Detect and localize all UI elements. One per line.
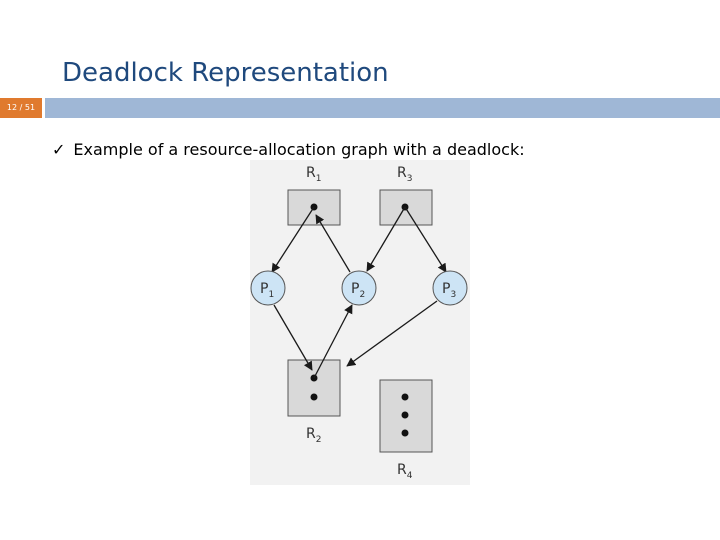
resource-allocation-graph [250,160,470,485]
graph-svg [250,160,470,485]
resource-label-R4: $R_4$ [397,462,413,481]
diagram-background [250,160,470,485]
process-P1 [251,271,285,305]
resource-instance-dot [311,394,318,401]
process-label-P3: $P_3$ [442,281,457,300]
checkmark-icon: ✓ [52,140,66,159]
process-P2 [342,271,376,305]
process-label-P2: $P_2$ [351,281,366,300]
resource-label-R2: $R_2$ [306,426,322,445]
resource-label-R3: $R_3$ [397,165,413,184]
resource-label-R1: $R_1$ [306,165,322,184]
process-label-P1: $P_1$ [260,281,275,300]
header-bar [45,98,720,118]
bullet-item [52,140,525,159]
resource-instance-dot [402,430,409,437]
resource-instance-dot [402,394,409,401]
resource-instance-dot [402,412,409,419]
page-number-badge: 12 / 51 [0,98,42,118]
bullet-text: Example of a resource-allocation graph with a deadlock: [73,140,525,159]
slide-title: Deadlock Representation [62,58,389,88]
process-P3 [433,271,467,305]
